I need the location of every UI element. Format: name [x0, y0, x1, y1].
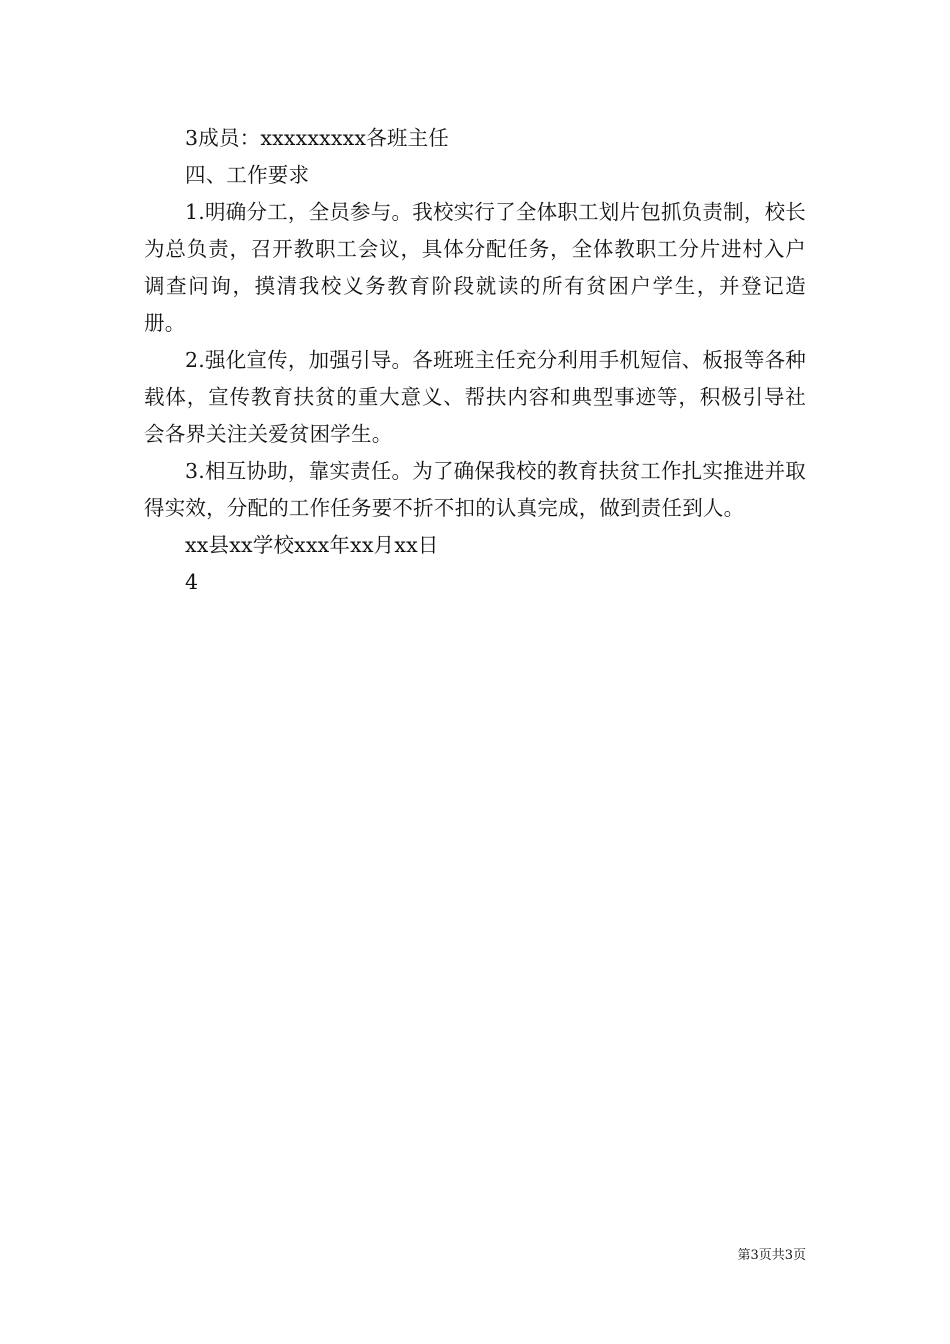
page-number-footer: 第3页共3页	[737, 1248, 806, 1263]
requirement-paragraph-3: 3.相互协助，靠实责任。为了确保我校的教育扶贫工作扎实推进并取得实效，分配的工作任务要不折不扣的认真完成，做到责任到人。	[144, 459, 806, 520]
section-heading-work-requirements: 四、工作要求	[185, 163, 310, 187]
requirement-paragraph-2: 2.强化宣传，加强引导。各班班主任充分利用手机短信、板报等各种载体，宣传教育扶贫的重大意义、帮扶内容和典型事迹等，积极引导社会各界关注关爱贫困学生。	[144, 348, 806, 446]
members-line: 3成员：xxxxxxxxx各班主任	[185, 126, 449, 150]
signature-date-line: xx县xx学校xxx年xx月xx日	[185, 533, 439, 557]
trailing-number: 4	[185, 570, 199, 594]
requirement-paragraph-1: 1.明确分工，全员参与。我校实行了全体职工划片包抓负责制，校长为总负责，召开教职工会议，具体分配任务，全体教职工分片进村入户调查问询，摸清我校义务教育阶段就读的所有贫困户学生，并登记造册。	[144, 200, 806, 335]
document-body	[144, 120, 806, 601]
